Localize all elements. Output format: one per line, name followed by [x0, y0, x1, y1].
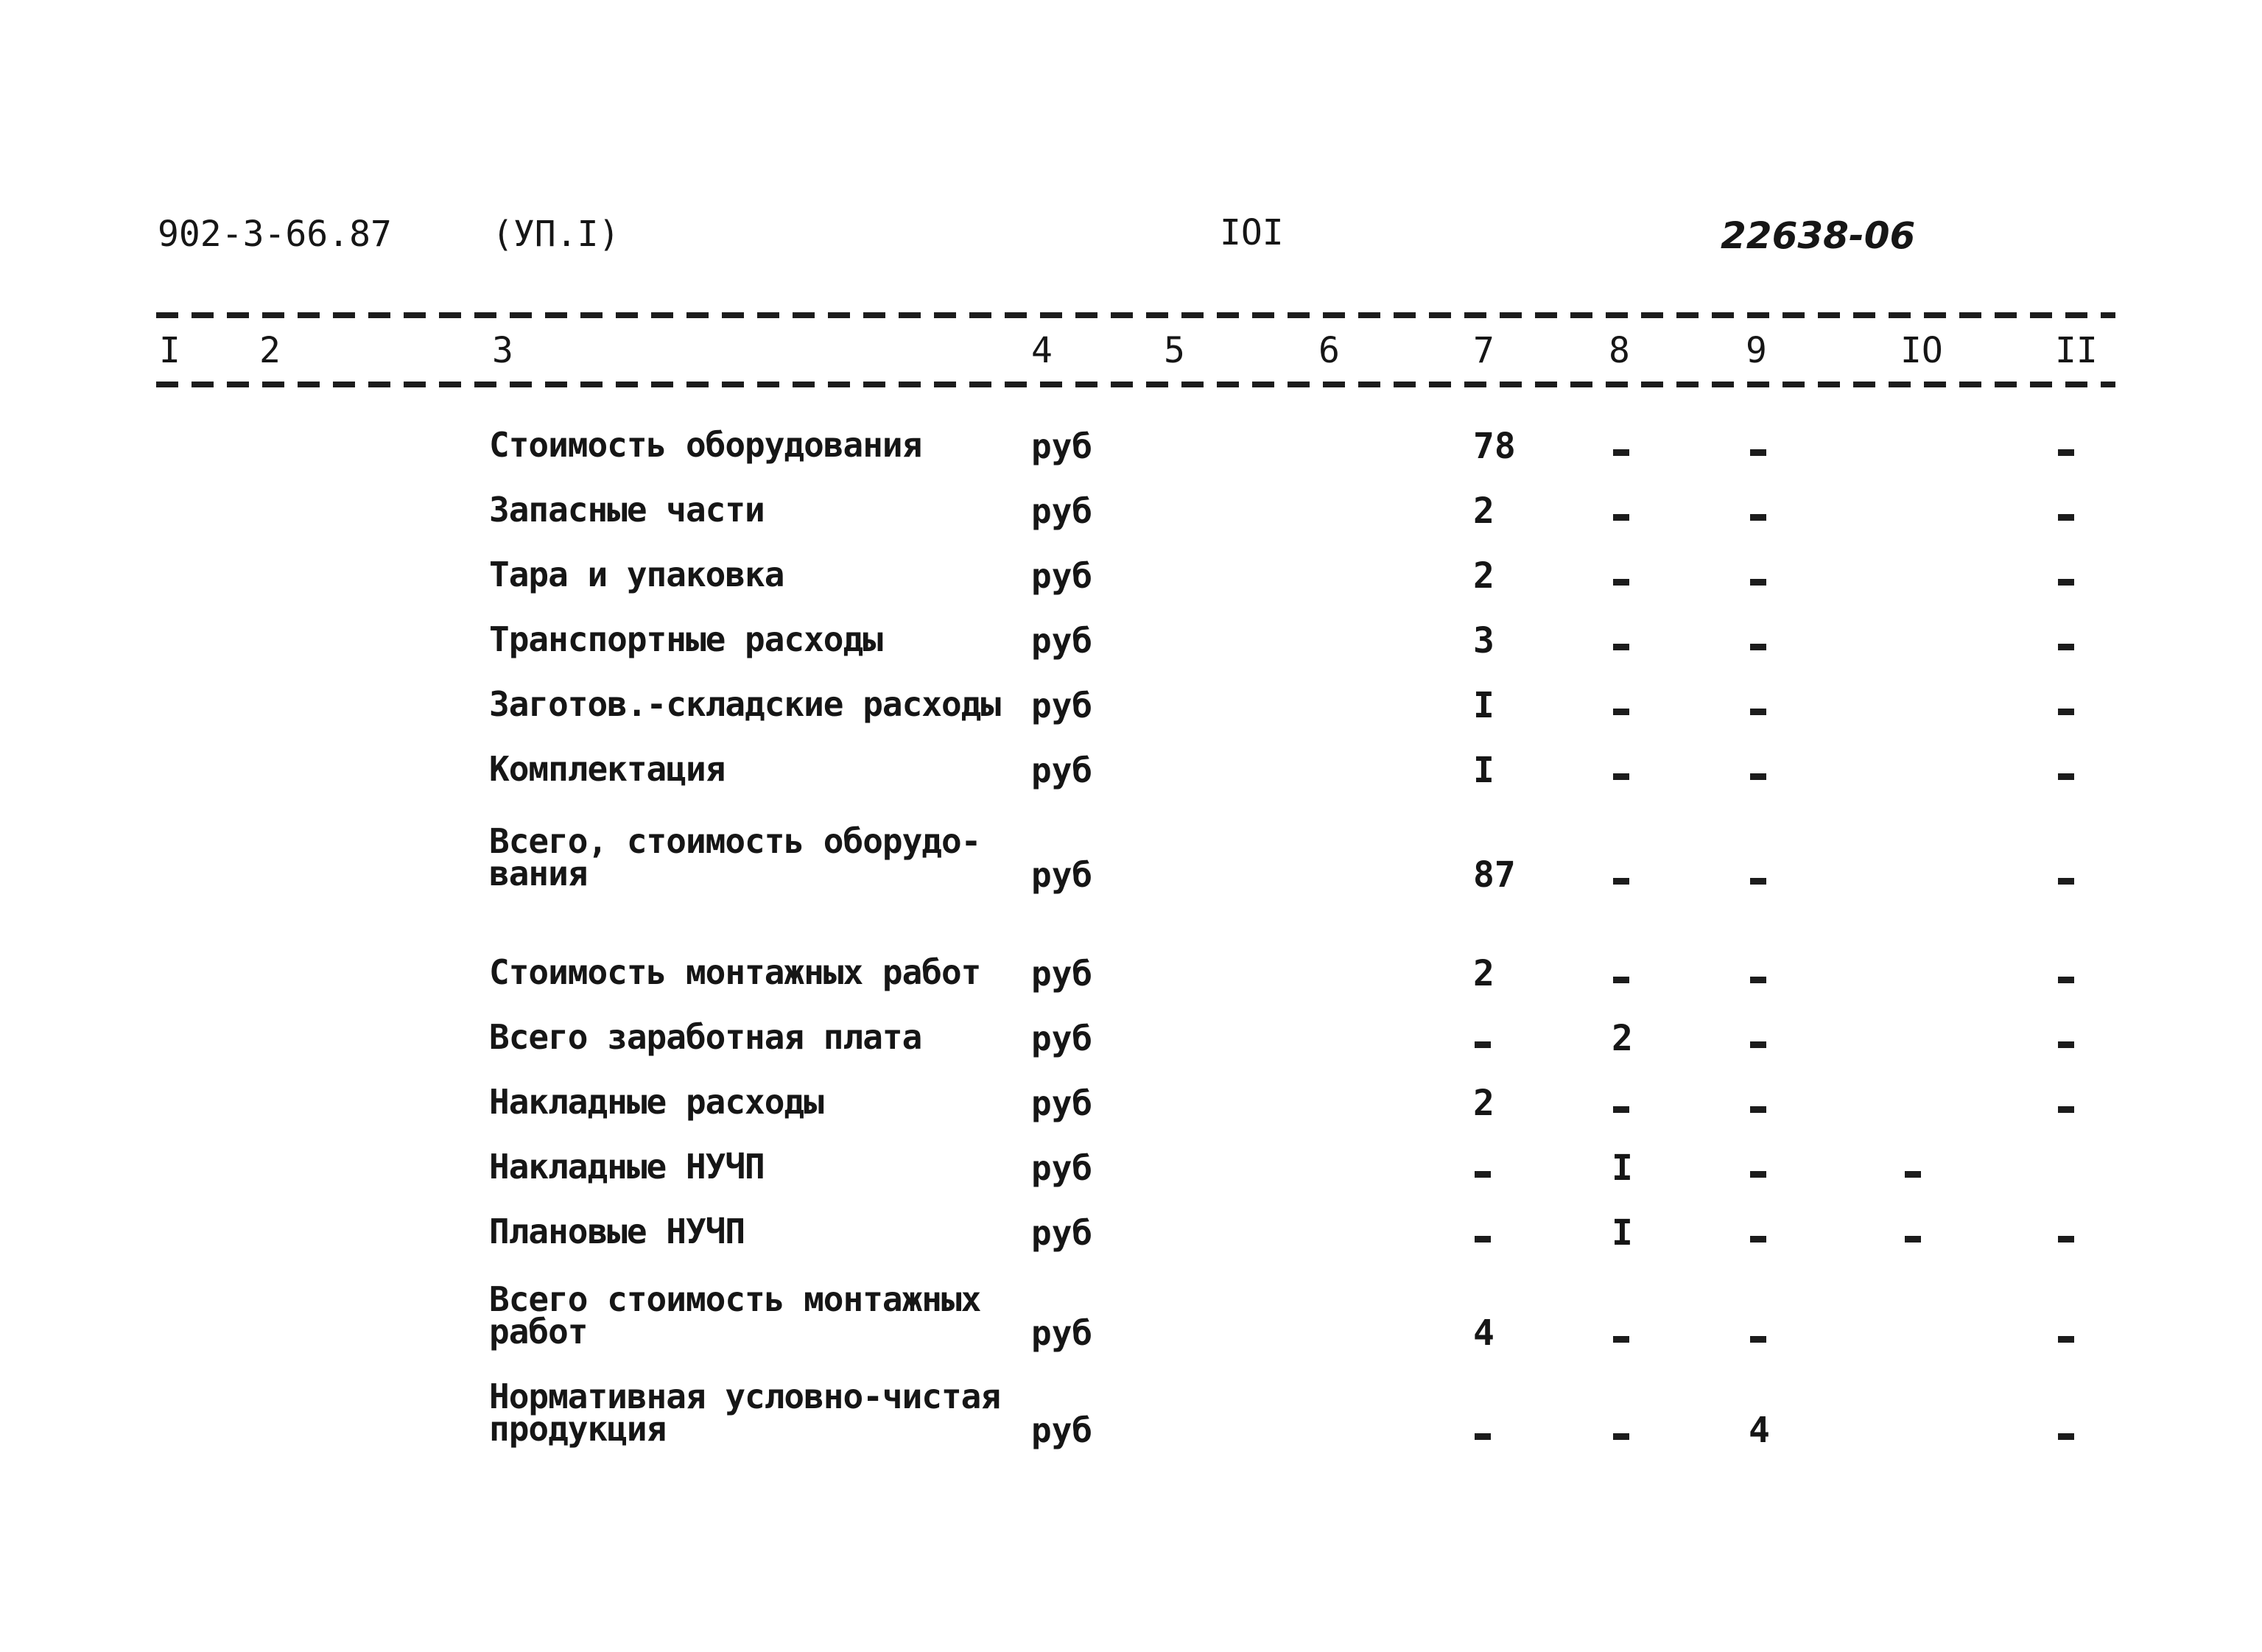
table-top-rule — [156, 312, 2115, 318]
column-number: 8 — [1609, 330, 1630, 371]
unit-cell: руб — [1031, 621, 1093, 661]
dash-mark — [1750, 773, 1766, 780]
column-number: 5 — [1164, 330, 1185, 371]
value-cell: 4 — [1749, 1410, 1770, 1451]
dash-mark — [1613, 878, 1629, 885]
column-number: IO — [1900, 330, 1943, 371]
dash-mark — [1613, 1106, 1629, 1113]
unit-cell: руб — [1031, 1313, 1093, 1353]
row-label: вания — [489, 854, 588, 893]
value-cell: 78 — [1473, 426, 1516, 467]
dash-mark — [2058, 579, 2074, 586]
column-number: 6 — [1318, 330, 1340, 371]
column-number: 9 — [1746, 330, 1767, 371]
dash-mark — [1475, 1236, 1491, 1242]
dash-mark — [2058, 644, 2074, 650]
dash-mark — [1905, 1236, 1921, 1242]
value-cell: I — [1473, 750, 1494, 791]
value-cell: 2 — [1612, 1018, 1633, 1059]
column-number: 2 — [259, 330, 281, 371]
value-cell: 2 — [1473, 491, 1494, 532]
row-label: Стоимость монтажных работ — [489, 952, 981, 992]
dash-mark — [1750, 1236, 1766, 1242]
row-label: работ — [489, 1312, 588, 1352]
value-cell: I — [1473, 685, 1494, 726]
table-header-rule — [156, 382, 2115, 387]
dash-mark — [1750, 1171, 1766, 1178]
unit-cell: руб — [1031, 1213, 1093, 1253]
dash-mark — [2058, 878, 2074, 885]
dash-mark — [2058, 977, 2074, 983]
row-label: Накладные расходы — [489, 1082, 823, 1122]
page-number: IOI — [1220, 212, 1284, 253]
dash-mark — [1613, 709, 1629, 715]
dash-mark — [2058, 709, 2074, 715]
row-label: Запасные части — [489, 490, 765, 530]
row-label: Комплектация — [489, 749, 726, 789]
dash-mark — [2058, 773, 2074, 780]
value-cell: I — [1612, 1147, 1633, 1189]
dash-mark — [1613, 977, 1629, 983]
column-number: 4 — [1031, 330, 1053, 371]
column-number: II — [2055, 330, 2098, 371]
row-label: Всего, стоимость оборудо- — [489, 821, 981, 861]
dash-mark — [1750, 579, 1766, 586]
dash-mark — [2058, 1336, 2074, 1343]
row-label: Всего заработная плата — [489, 1017, 922, 1057]
dash-mark — [1750, 644, 1766, 650]
column-number: 3 — [492, 330, 513, 371]
row-label: Тара и упаковка — [489, 555, 784, 594]
dash-mark — [1613, 1336, 1629, 1343]
dash-mark — [1613, 514, 1629, 521]
dash-mark — [1475, 1171, 1491, 1178]
dash-mark — [1613, 449, 1629, 456]
value-cell: 2 — [1473, 953, 1494, 994]
unit-cell: руб — [1031, 1148, 1093, 1188]
unit-cell: руб — [1031, 426, 1093, 466]
registration-stamp: 22638-06 — [1721, 214, 1916, 257]
unit-cell: руб — [1031, 1083, 1093, 1123]
dash-mark — [1613, 773, 1629, 780]
column-number: 7 — [1473, 330, 1494, 371]
document-code: 902-3-66.87 — [158, 214, 392, 255]
value-cell: 2 — [1473, 1083, 1494, 1124]
dash-mark — [1750, 1336, 1766, 1343]
section-label: (УП.I) — [492, 214, 620, 255]
dash-mark — [1905, 1171, 1921, 1178]
dash-mark — [2058, 514, 2074, 521]
dash-mark — [2058, 1433, 2074, 1440]
unit-cell: руб — [1031, 556, 1093, 596]
dash-mark — [1613, 579, 1629, 586]
dash-mark — [1750, 878, 1766, 885]
row-label: Всего стоимость монтажных — [489, 1279, 981, 1319]
value-cell: 2 — [1473, 555, 1494, 597]
row-label: продукция — [489, 1409, 667, 1449]
dash-mark — [1475, 1433, 1491, 1440]
row-label: Накладные НУЧП — [489, 1147, 765, 1187]
dash-mark — [2058, 1236, 2074, 1242]
dash-mark — [1750, 514, 1766, 521]
dash-mark — [2058, 1106, 2074, 1113]
row-label: Нормативная условно-чистая — [489, 1377, 1001, 1416]
row-label: Стоимость оборудования — [489, 425, 922, 465]
unit-cell: руб — [1031, 1410, 1093, 1450]
dash-mark — [1750, 449, 1766, 456]
unit-cell: руб — [1031, 686, 1093, 725]
unit-cell: руб — [1031, 1019, 1093, 1058]
row-label: Плановые НУЧП — [489, 1212, 745, 1251]
row-label: Заготов.-складские расходы — [489, 684, 1001, 724]
value-cell: I — [1612, 1212, 1633, 1254]
dash-mark — [1613, 644, 1629, 650]
dash-mark — [1750, 1106, 1766, 1113]
value-cell: 87 — [1473, 854, 1516, 896]
value-cell: 3 — [1473, 620, 1494, 661]
unit-cell: руб — [1031, 491, 1093, 531]
dash-mark — [1750, 709, 1766, 715]
unit-cell: руб — [1031, 751, 1093, 790]
unit-cell: руб — [1031, 855, 1093, 895]
dash-mark — [1613, 1433, 1629, 1440]
unit-cell: руб — [1031, 954, 1093, 994]
value-cell: 4 — [1473, 1312, 1494, 1354]
dash-mark — [1750, 1041, 1766, 1048]
dash-mark — [1475, 1041, 1491, 1048]
dash-mark — [1750, 977, 1766, 983]
dash-mark — [2058, 1041, 2074, 1048]
row-label: Транспортные расходы — [489, 619, 882, 659]
column-number: I — [159, 330, 180, 371]
dash-mark — [2058, 449, 2074, 456]
